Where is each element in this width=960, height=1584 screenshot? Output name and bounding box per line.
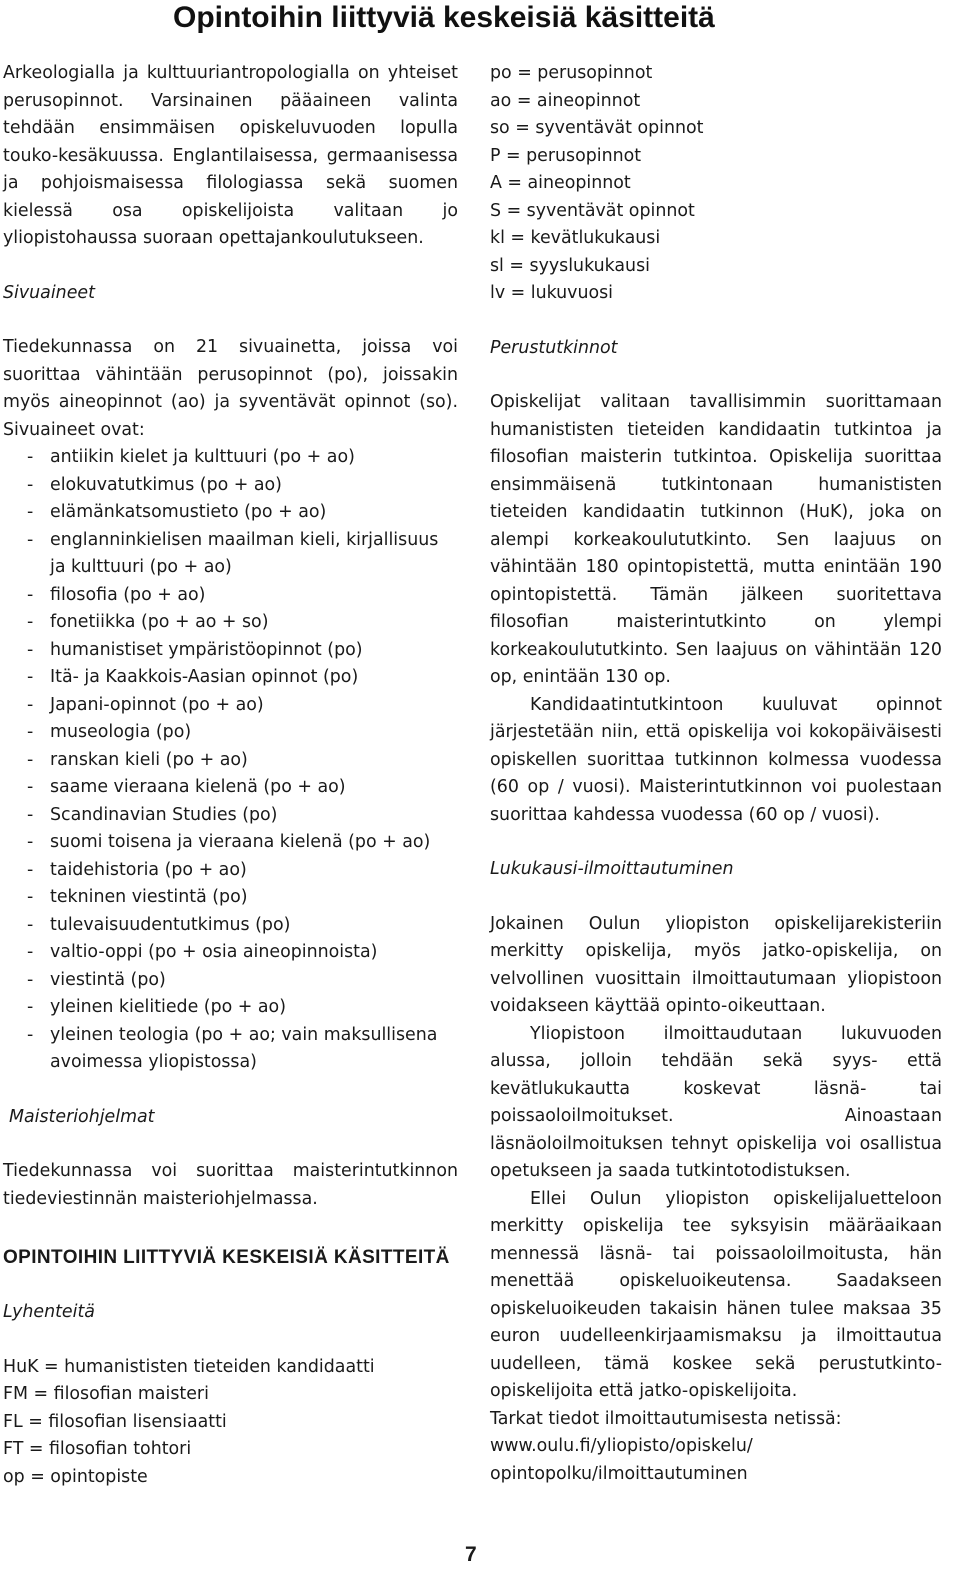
left-column <box>3 60 458 1491</box>
list-item: - Japani-opinnot (po + ao) <box>3 692 458 720</box>
list-item: - elokuvatutkimus (po + ao) <box>3 472 458 500</box>
list-item: A = aineopinnot <box>490 173 631 193</box>
minors-heading: Sivuaineet <box>3 282 95 303</box>
list-item: HuK = humanististen tieteiden kandidaatti <box>3 1356 375 1377</box>
enrolment-more-info: Tarkat tiedot ilmoittautumisesta netissä: <box>490 1408 842 1429</box>
minors-intro: Tiedekunnassa on 21 sivuainetta, joissa voi suorittaa vähintään perusopinnot (po), joissakin myös aineopinnot (ao) ja syventävät opinnot (so). Sivuaineet ovat: <box>3 337 458 440</box>
section-heading: OPINTOIHIN LIITTYVIÄ KESKEISIÄ KÄSITTEITÄ <box>3 1247 450 1268</box>
list-item: - englanninkielisen maailman kieli, kirjallisuus ja kulttuuri (po + ao) <box>3 527 458 582</box>
list-item: op = opintopiste <box>3 1466 148 1487</box>
page-number: 7 <box>465 1543 477 1566</box>
intro-paragraph: Arkeologialla ja kulttuuriantropologialla on yhteiset perusopinnot. Varsinainen pääaineen valinta tehdään ensimmäisen opiskeluvuoden lopulla touko-kesäkuussa. Englantilaisessa, germaanisessa ja pohjoismaisessa filologiassa sekä suomen kielessä osa opiskelijoista valitaan jo yliopistohaussa suoraan opettajankoulutukseen. <box>3 63 458 248</box>
enrolment-paragraph-3: Ellei Oulun yliopiston opiskelijaluetteloon merkitty opiskelija tee syksyisin määräaikaan mennessä läsnä- tai poissaoloilmoitusta, hän menettää opiskeluoikeutensa. Saadakseen opiskeluoikeuden takaisin hänen tulee maksaa 35 euron uudelleenkirjaamismaksu ja ilmoittautua uudelleen, tämä koskee sekä perustutkinto-opiskelijoita että jatko-opiskelijoita. <box>490 1188 942 1401</box>
abbreviations-list <box>3 1354 458 1492</box>
right-column <box>490 60 942 1488</box>
list-item: - Itä- ja Kaakkois-Aasian opinnot (po) <box>3 664 458 692</box>
list-item: FL = filosofian lisensiaatti <box>3 1411 227 1432</box>
list-item: - filosofia (po + ao) <box>3 582 458 610</box>
enrolment-paragraph-1: Jokainen Oulun yliopiston opiskelijarekisteriin merkitty opiskelija, myös jatko-opiskelija, on velvollinen vuosittain ilmoittautumaan yliopistoon voidakseen käyttää opinto-oikeuttaan. <box>490 913 942 1016</box>
list-item: ao = aineopinnot <box>490 90 641 111</box>
list-item: - suomi toisena ja vieraana kielenä (po + ao) <box>3 829 458 857</box>
list-item: po = perusopinnot <box>490 63 653 83</box>
degrees-paragraph-2: Kandidaatintutkintoon kuuluvat opinnot järjestetään niin, että opiskelija voi kokopäiväisesti opiskellen suorittaa tutkinnon kolmessa vuodessa (60 op / vuosi). Maisterintutkinnon voi puolestaan suorittaa kahdessa vuodessa (60 op / vuosi). <box>490 694 942 825</box>
abbreviations-list-right <box>490 60 942 308</box>
list-item: - yleinen teologia (po + ao; vain maksullisena avoimessa yliopistossa) <box>3 1022 458 1077</box>
list-item: - fonetiikka (po + ao + so) <box>3 609 458 637</box>
list-item: - ranskan kieli (po + ao) <box>3 747 458 775</box>
enrolment-heading: Lukukausi-ilmoittautuminen <box>490 859 734 879</box>
enrolment-link-line-2: opintopolku/ilmoittautuminen <box>490 1463 748 1484</box>
list-item: - tekninen viestintä (po) <box>3 884 458 912</box>
list-item: - museologia (po) <box>3 719 458 747</box>
degrees-paragraph-1: Opiskelijat valitaan tavallisimmin suorittamaan humanististen tieteiden kandidaatin tutkintoa ja filosofian maisterin tutkintoa. Opiskelija suorittaa ensimmäisenä tutkintonaan humanististen tieteiden kandidaatin tutkinnon (HuK), joka on alempi korkeakoulututkinto. Sen laajuus on vähintään 180 opintopistettä, mutta enintään 190 opintopistettä. Tämän jälkeen suoritettava filosofian maisterintutkinto on ylempi korkeakoulututkinto. Sen laajuus on vähintään 120 op, enintään 130 op. <box>490 392 942 687</box>
list-item: FT = filosofian tohtori <box>3 1439 192 1459</box>
list-item: - taidehistoria (po + ao) <box>3 857 458 885</box>
minors-list <box>3 444 458 1077</box>
list-item: FM = filosofian maisteri <box>3 1384 209 1404</box>
list-item: - humanistiset ympäristöopinnot (po) <box>3 637 458 665</box>
degrees-heading: Perustutkinnot <box>490 337 618 358</box>
masters-heading: Maisteriohjelmat <box>9 1106 155 1127</box>
list-item: sl = syyslukukausi <box>490 255 650 276</box>
list-item: lv = lukuvuosi <box>490 283 614 303</box>
list-item: - valtio-oppi (po + osia aineopinnoista) <box>3 939 458 967</box>
list-item: kl = kevätlukukausi <box>490 228 661 248</box>
list-item: S = syventävät opinnot <box>490 200 695 221</box>
list-item: - saame vieraana kielenä (po + ao) <box>3 774 458 802</box>
abbreviations-heading: Lyhenteitä <box>3 1302 95 1322</box>
masters-paragraph: Tiedekunnassa voi suorittaa maisterintutkinnon tiedeviestinnän maisteriohjelmassa. <box>3 1161 458 1209</box>
list-item: - Scandinavian Studies (po) <box>3 802 458 830</box>
enrolment-paragraph-2: Yliopistoon ilmoittaudutaan lukuvuoden alussa, jolloin tehdään sekä syys- että kevätlukukautta koskevat läsnä- tai poissaoloilmoitukset. Ainoastaan läsnäoloilmoituksen tehnyt opiskelija voi osallistua opetukseen ja saada tutkintotodistuksen. <box>490 1023 942 1181</box>
enrolment-link-line-1: www.oulu.fi/yliopisto/opiskelu/ <box>490 1436 753 1456</box>
list-item: - yleinen kielitiede (po + ao) <box>3 994 458 1022</box>
list-item: - viestintä (po) <box>3 967 458 995</box>
page-title: Opintoihin liittyviä keskeisiä käsitteitä <box>173 1 715 34</box>
list-item: P = perusopinnot <box>490 145 642 166</box>
list-item: - antiikin kielet ja kulttuuri (po + ao) <box>3 444 458 472</box>
list-item: - tulevaisuudentutkimus (po) <box>3 912 458 940</box>
list-item: - elämänkatsomustieto (po + ao) <box>3 499 458 527</box>
list-item: so = syventävät opinnot <box>490 118 704 138</box>
